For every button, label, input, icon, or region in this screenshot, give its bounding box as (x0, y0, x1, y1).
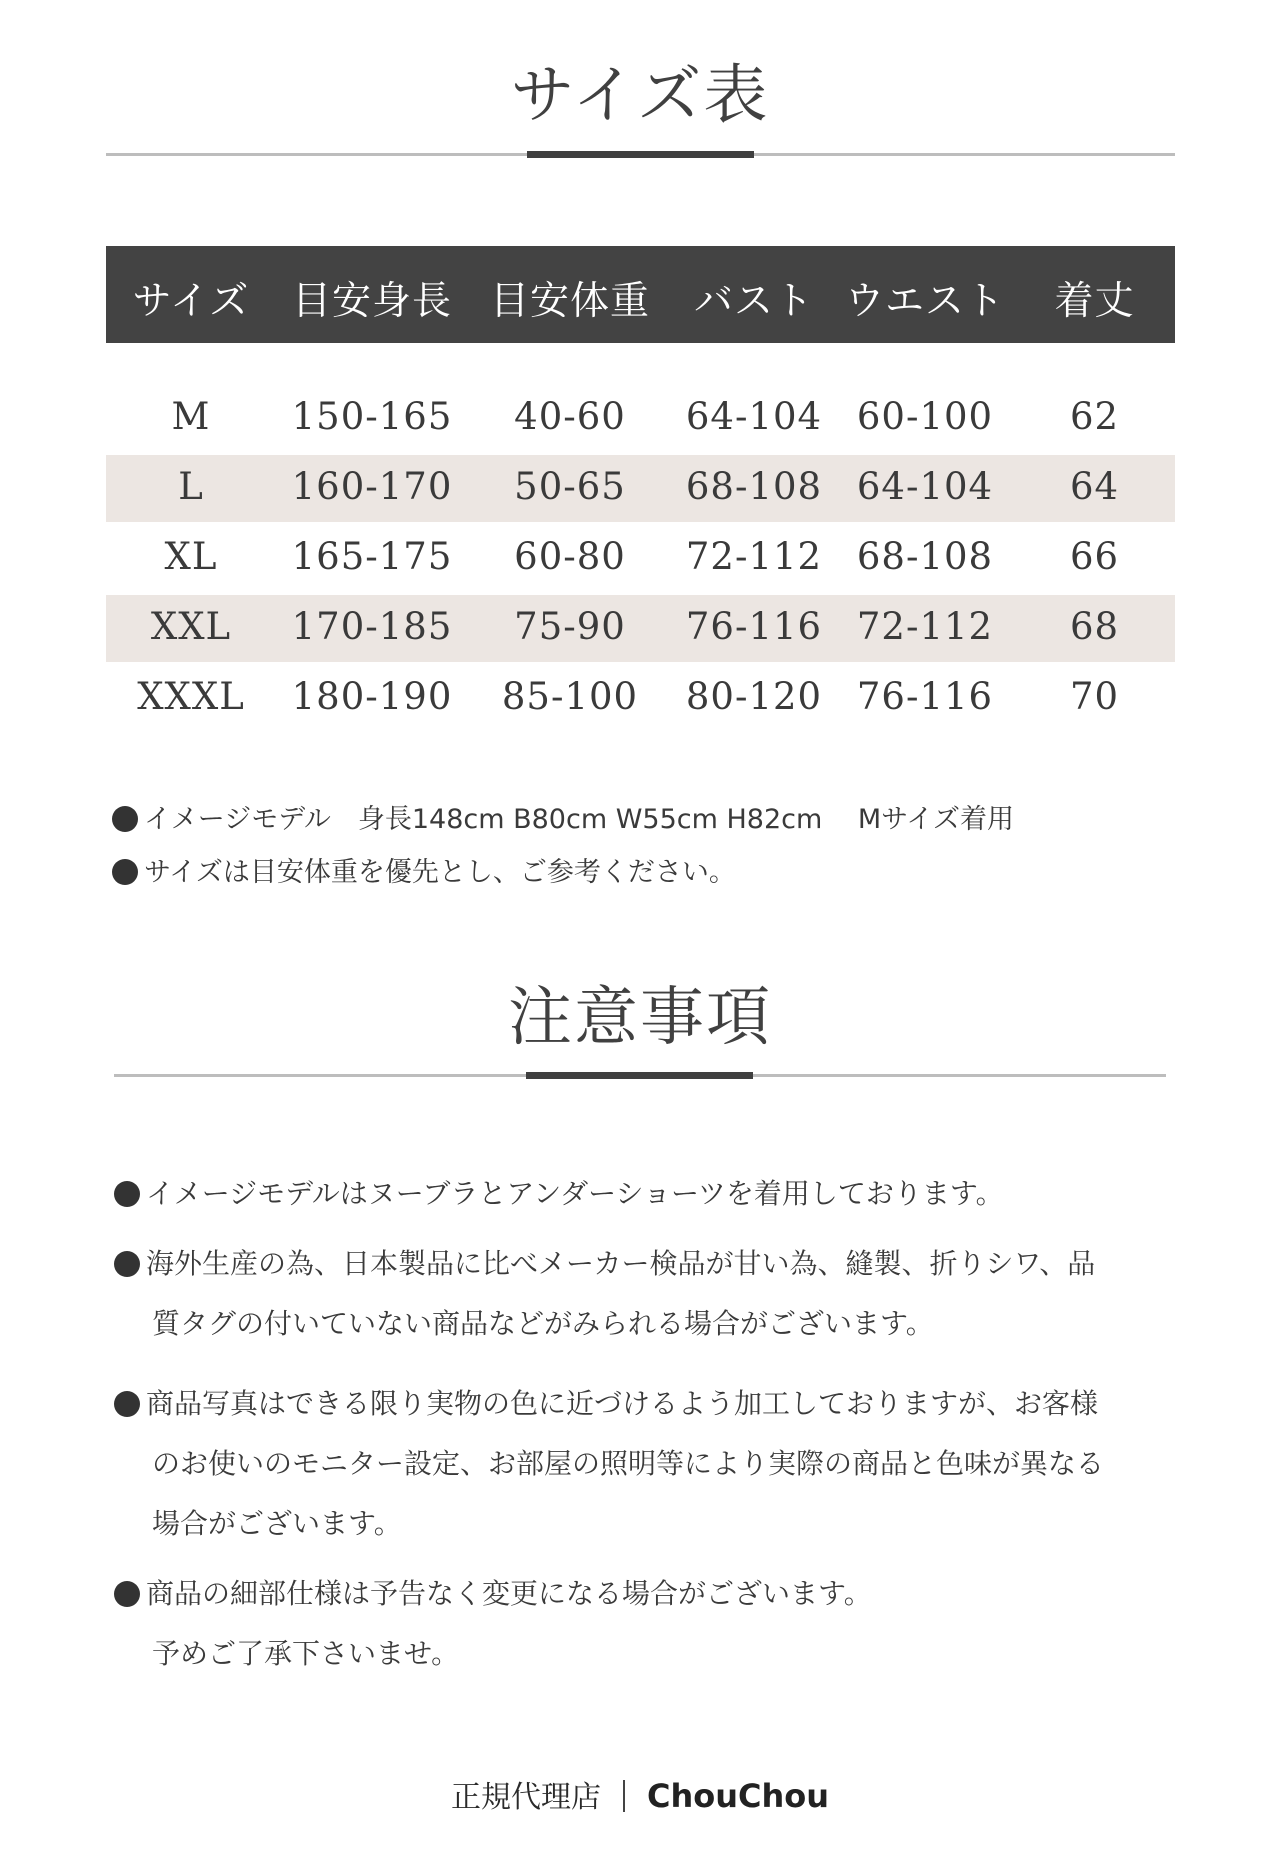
size-advice-text: サイズは目安体重を優先とし、ご参考ください。 (144, 857, 736, 888)
caution-item (114, 1164, 1184, 1224)
footer-label: 正規代理店 (450, 1780, 601, 1815)
size-title-accent (527, 151, 754, 158)
table-row (106, 665, 1175, 732)
cell-length: 64 (1069, 465, 1120, 508)
caution-text: 商品の細部仕様は予告なく変更になる場合がございます。 (146, 1577, 872, 1610)
caution-item (114, 1564, 1184, 1684)
caution-text: イメージモデルはヌーブラとアンダーショーツを着用しております。 (146, 1177, 1004, 1210)
cell-height: 180-190 (291, 675, 453, 718)
bullet-icon (114, 1181, 140, 1207)
caution-item (114, 1374, 1184, 1554)
model-note (112, 797, 1014, 836)
cell-waist: 76-116 (856, 675, 994, 718)
cell-height: 150-165 (291, 395, 453, 438)
caution-line (114, 1374, 1184, 1434)
cell-size: M (171, 395, 211, 438)
bullet-icon (114, 1391, 140, 1417)
model-note-text: イメージモデル 身長148cm B80cm W55cm H82cm Mサイズ着用 (144, 804, 1015, 835)
cell-height: 165-175 (291, 535, 453, 578)
caution-title-accent (526, 1072, 753, 1079)
header-length: 着丈 (1054, 279, 1135, 324)
footer-brand: ChouChou (646, 1777, 830, 1815)
cell-length: 70 (1069, 675, 1120, 718)
header-weight: 目安体重 (489, 279, 650, 324)
cell-size: XXXL (137, 675, 245, 718)
cell-size: XL (164, 535, 218, 578)
cell-length: 62 (1069, 395, 1120, 438)
cell-waist: 72-112 (856, 605, 994, 648)
cell-height: 170-185 (291, 605, 453, 648)
header-height: 目安身長 (291, 279, 452, 324)
table-row (106, 455, 1175, 522)
header-size: サイズ (132, 279, 250, 324)
caution-line (114, 1624, 1184, 1684)
cell-size: L (178, 465, 204, 508)
size-chart-title: サイズ表 (510, 59, 770, 133)
caution-text: 海外生産の為、日本製品に比べメーカー検品が甘い為、縫製、折りシワ、品 (146, 1247, 1096, 1280)
caution-line (114, 1564, 1184, 1624)
bullet-icon (114, 1251, 140, 1277)
caution-title: 注意事項 (508, 981, 772, 1055)
table-row (106, 525, 1175, 592)
caution-text: 予めご了承下さいませ。 (152, 1637, 460, 1670)
table-row (106, 385, 1175, 452)
size-advice-note (112, 850, 736, 889)
caution-line (114, 1294, 1184, 1354)
bullet-icon (112, 806, 138, 832)
caution-text: 場合がございます。 (152, 1507, 402, 1540)
cell-length: 68 (1069, 605, 1120, 648)
size-table-header (106, 246, 1175, 343)
table-row (106, 595, 1175, 662)
caution-line (114, 1434, 1184, 1494)
bullet-icon (112, 859, 138, 885)
cell-weight: 50-65 (514, 465, 626, 508)
header-bust: バスト (693, 279, 814, 324)
cell-length: 66 (1069, 535, 1120, 578)
bullet-icon (114, 1581, 140, 1607)
footer-separator (623, 1780, 625, 1812)
cell-size: XXL (150, 605, 232, 648)
cell-bust: 80-120 (685, 675, 823, 718)
cell-bust: 76-116 (685, 605, 823, 648)
cell-bust: 72-112 (685, 535, 823, 578)
caution-text: 質タグの付いていない商品などがみられる場合がございます。 (152, 1307, 934, 1340)
cell-bust: 68-108 (685, 465, 823, 508)
cell-waist: 68-108 (856, 535, 994, 578)
caution-item (114, 1234, 1184, 1354)
header-waist: ウエスト (844, 279, 1005, 324)
caution-text: のお使いのモニター設定、お部屋の照明等により実際の商品と色味が異なる (152, 1447, 1105, 1480)
cell-bust: 64-104 (685, 395, 823, 438)
cell-waist: 60-100 (856, 395, 994, 438)
cell-height: 160-170 (291, 465, 453, 508)
cell-weight: 60-80 (514, 535, 626, 578)
caution-text: 商品写真はできる限り実物の色に近づけるよう加工しておりますが、お客様 (146, 1387, 1099, 1420)
cell-waist: 64-104 (856, 465, 994, 508)
caution-line (114, 1234, 1184, 1294)
footer (0, 1772, 1280, 1816)
cell-weight: 75-90 (514, 605, 626, 648)
cell-weight: 85-100 (501, 675, 639, 718)
caution-line (114, 1494, 1184, 1554)
cell-weight: 40-60 (514, 395, 626, 438)
caution-line (114, 1164, 1184, 1224)
